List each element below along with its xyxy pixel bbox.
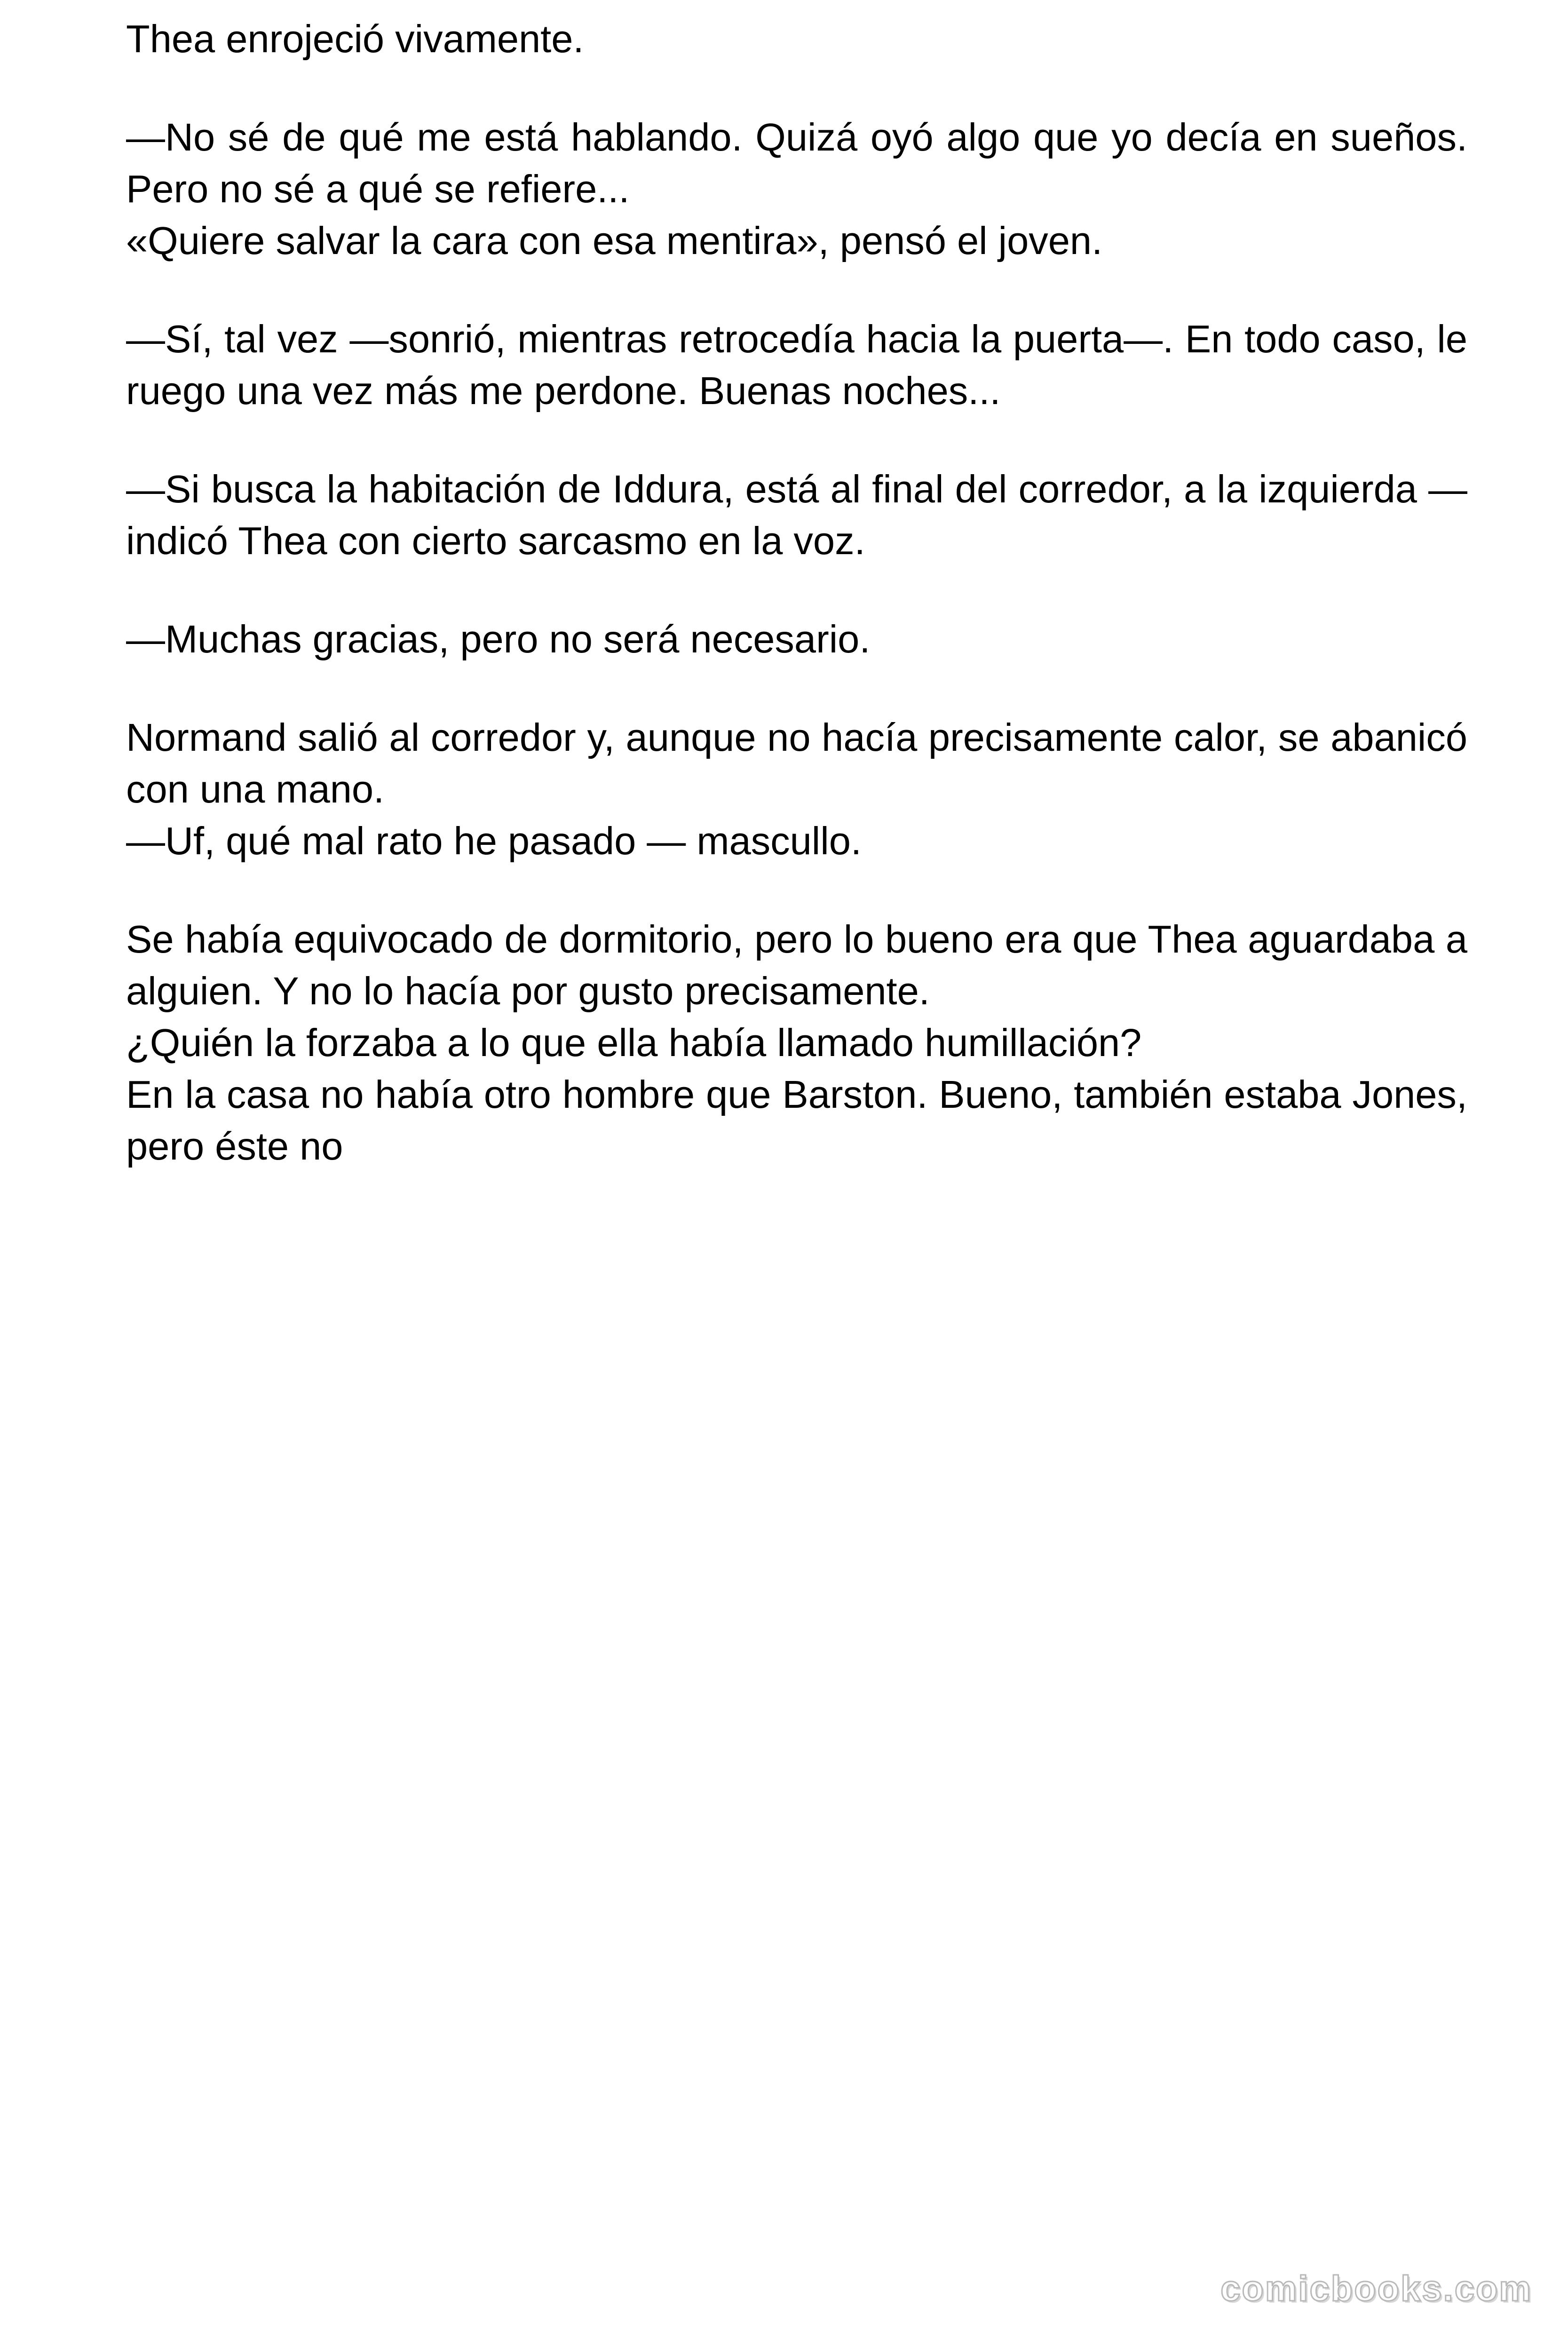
text-line: —Muchas gracias, pero no será necesario.: [126, 617, 871, 661]
paragraph: [126, 613, 1467, 665]
text-line: «Quiere salvar la cara con esa mentira», pensó el joven.: [126, 219, 1103, 262]
text-line: Se había equivocado de dormitorio, pero lo bueno era que Thea aguardaba a alguien. Y no lo hacía por gusto precisamente.: [126, 917, 1467, 1013]
text-line: ¿Quién la forzaba a lo que ella había llamado humillación?: [126, 1021, 1142, 1065]
text-line: —No sé de qué me está hablando. Quizá oyó algo que yo decía en sueños. Pero no sé a qué se refiere...: [126, 115, 1467, 211]
text-line: En la casa no había otro hombre que Barston. Bueno, también estaba Jones, pero éste no: [126, 1073, 1467, 1168]
paragraph: [126, 914, 1467, 1172]
paragraph: [126, 463, 1467, 567]
paragraph: [126, 712, 1467, 867]
text-line: Normand salió al corredor y, aunque no hacía precisamente calor, se abanicó con una mano.: [126, 715, 1467, 811]
paragraph: [126, 313, 1467, 417]
text-line: —Uf, qué mal rato he pasado — mascullo.: [126, 819, 862, 863]
text-line: Thea enrojeció vivamente.: [126, 17, 584, 61]
text-line: —Sí, tal vez —sonrió, mientras retrocedía hacia la puerta—. En todo caso, le ruego una vez más me perdone. Buenas noches...: [126, 317, 1467, 413]
text-line: —Si busca la habitación de Iddura, está al final del corredor, a la izquierda —indicó Thea con cierto sarcasmo en la voz.: [126, 467, 1467, 563]
body-text: [126, 13, 1467, 1219]
paragraph: [126, 13, 1467, 65]
paragraph: [126, 111, 1467, 267]
watermark: comicbooks.com: [1220, 2269, 1532, 2309]
